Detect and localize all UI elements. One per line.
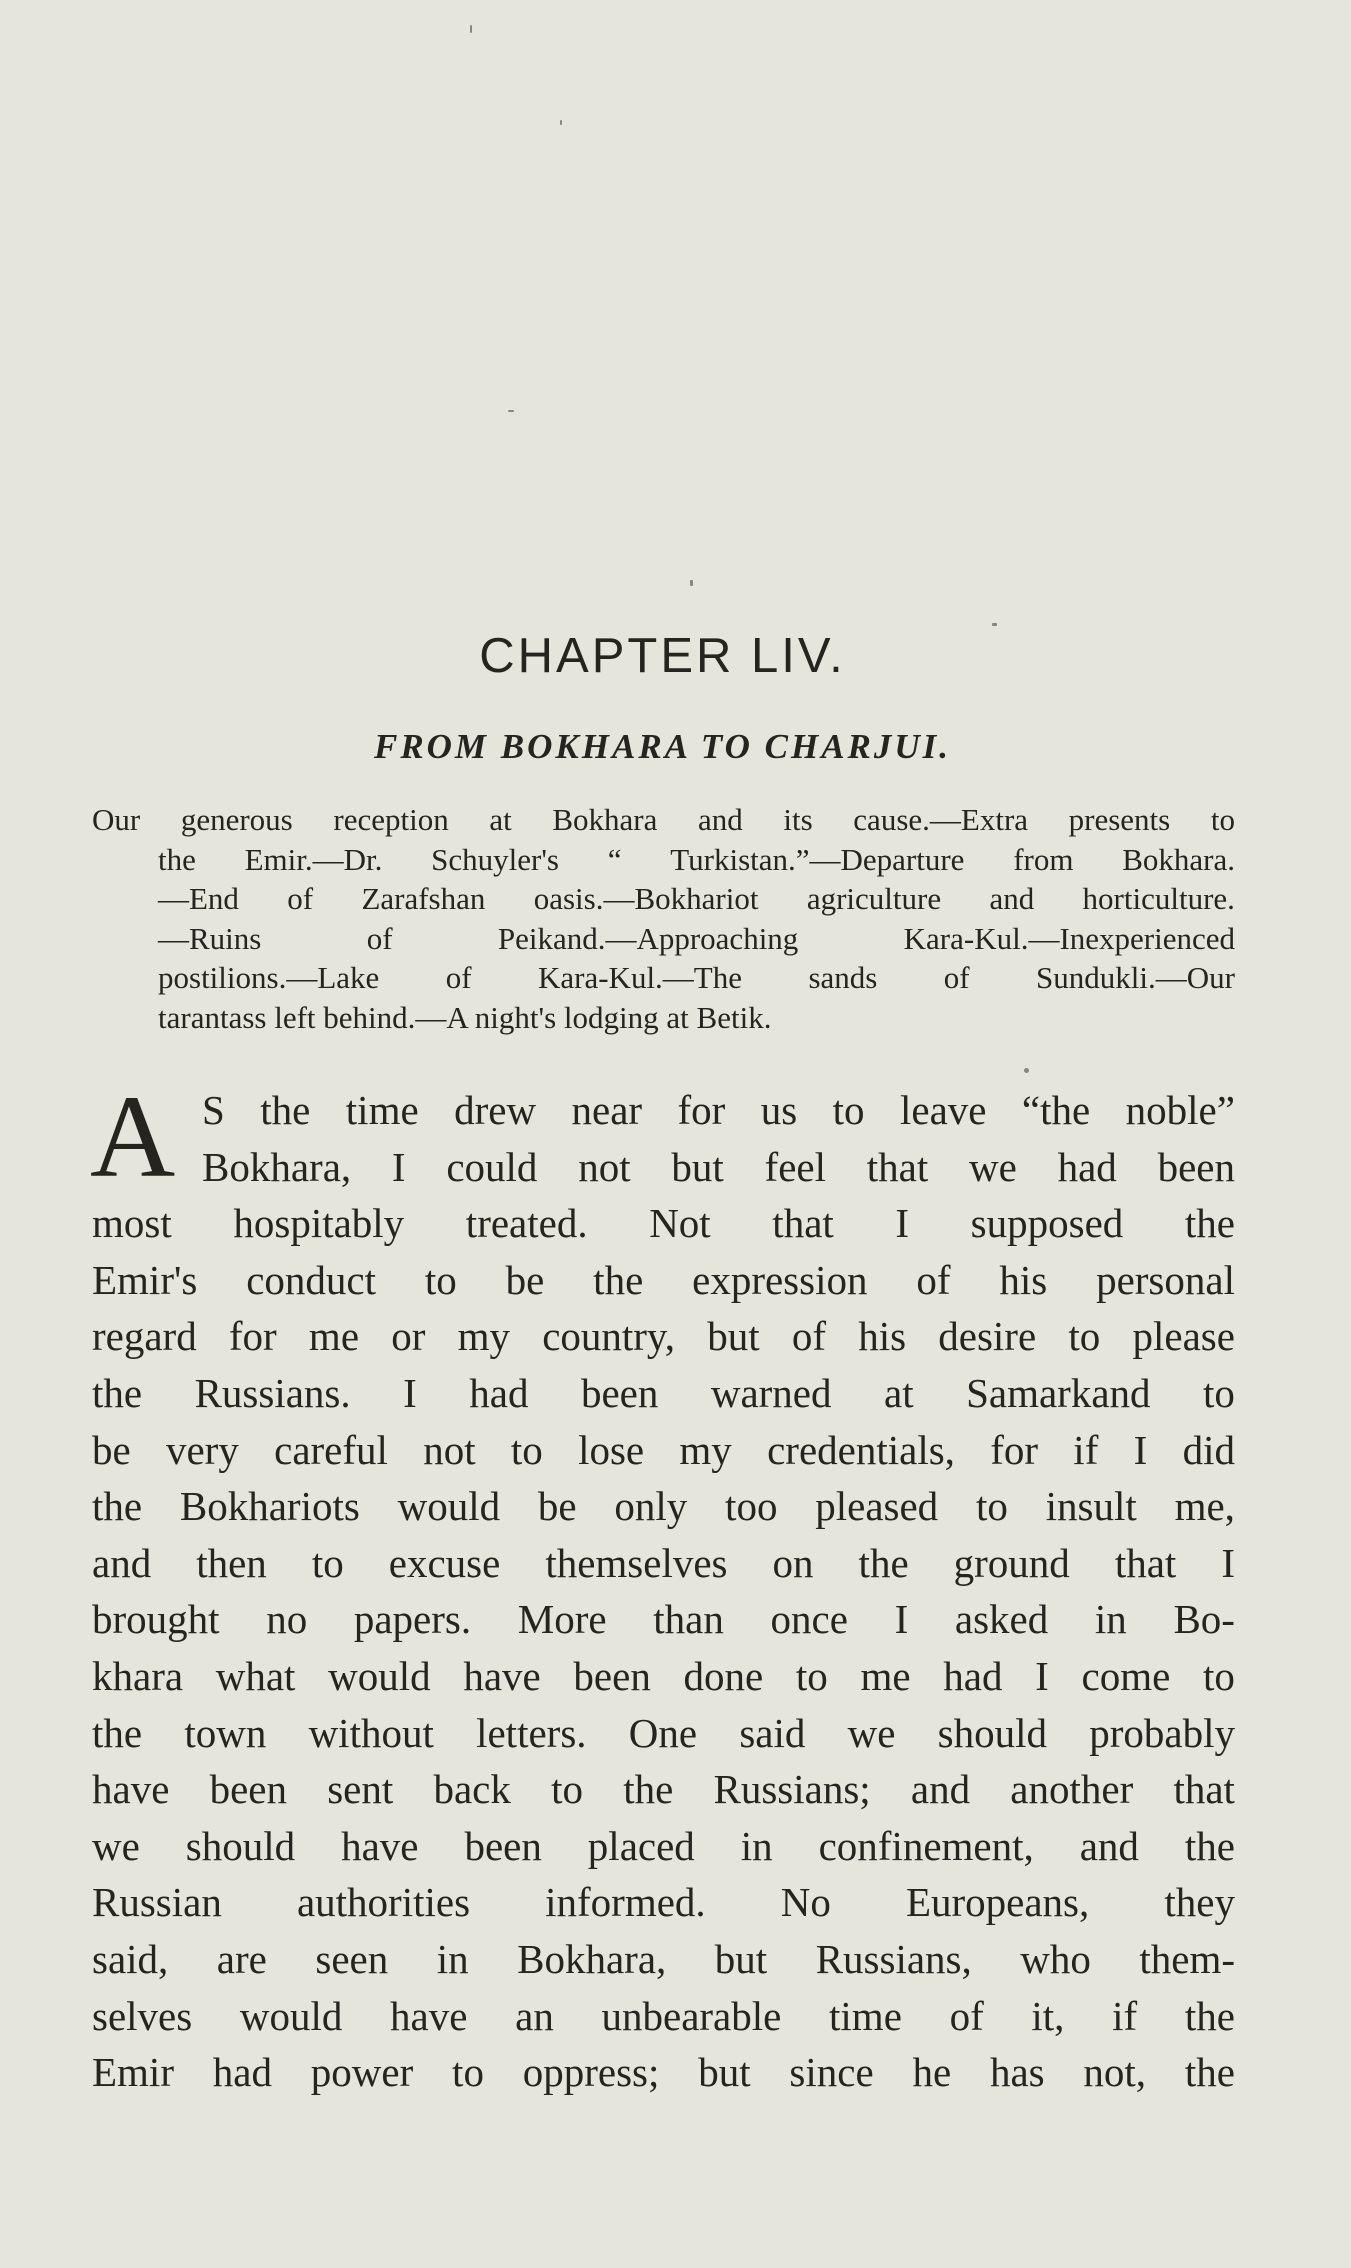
- body-line: Emir had power to oppress; but since he has not, the: [92, 2049, 1235, 2096]
- synopsis-line: Our generous reception at Bokhara and its cause.—Extra presents to: [92, 802, 1235, 837]
- body-line: most hospitably treated. Not that I supposed the: [92, 1200, 1235, 1247]
- body-line: said, are seen in Bokhara, but Russians, who them-: [92, 1935, 1235, 1982]
- body-line: the town without letters. One said we should probably: [92, 1709, 1235, 1756]
- body-line: selves would have an unbearable time of it, if the: [92, 1992, 1235, 2039]
- speck: [560, 120, 562, 125]
- speck: [690, 580, 693, 586]
- body-line: we should have been placed in confinement, and the: [92, 1822, 1235, 1869]
- body-line: S the time drew near for us to leave “the noble”: [202, 1087, 1235, 1133]
- chapter-title: CHAPTER LIV.: [479, 629, 846, 683]
- body-line: the Bokhariots would be only too pleased to insult me,: [92, 1483, 1235, 1530]
- drop-cap: A: [90, 1071, 176, 1202]
- body-line: Emir's conduct to be the expression of his personal: [92, 1256, 1235, 1303]
- body-line: have been sent back to the Russians; and another that: [92, 1766, 1235, 1813]
- chapter-synopsis: [92, 800, 1235, 1038]
- body-line: the Russians. I had been warned at Samarkand to: [92, 1369, 1235, 1416]
- body-line: Bokhara, I could not but feel that we had been: [202, 1143, 1235, 1190]
- body-line: khara what would have been done to me had I come to: [92, 1652, 1235, 1699]
- synopsis-line: postilions.—Lake of Kara-Kul.—The sands of Sundukli.—Our: [158, 960, 1235, 996]
- speck: [508, 410, 514, 412]
- body-line: be very careful not to lose my credentials, for if I did: [92, 1426, 1235, 1473]
- synopsis-line: —End of Zarafshan oasis.—Bokhariot agriculture and horticulture.: [158, 881, 1235, 917]
- chapter-subtitle: FROM BOKHARA TO CHARJUI.: [373, 727, 952, 766]
- speck: [470, 25, 472, 33]
- synopsis-line: —Ruins of Peikand.—Approaching Kara-Kul.—Inexperienced: [158, 920, 1235, 956]
- body-text: [90, 1071, 1235, 2101]
- synopsis-line: the Emir.—Dr. Schuyler's “ Turkistan.”—Departure from Bokhara.: [158, 841, 1235, 877]
- body-line: regard for me or my country, but of his desire to please: [92, 1313, 1235, 1360]
- speck: [992, 623, 997, 626]
- synopsis-line: tarantass left behind.—A night's lodging at Betik.: [158, 999, 772, 1035]
- body-line: and then to excuse themselves on the ground that I: [92, 1539, 1235, 1586]
- body-line: brought no papers. More than once I asked in Bo-: [92, 1596, 1235, 1643]
- body-line: Russian authorities informed. No Europeans, they: [92, 1879, 1235, 1926]
- speck: [1024, 1068, 1029, 1073]
